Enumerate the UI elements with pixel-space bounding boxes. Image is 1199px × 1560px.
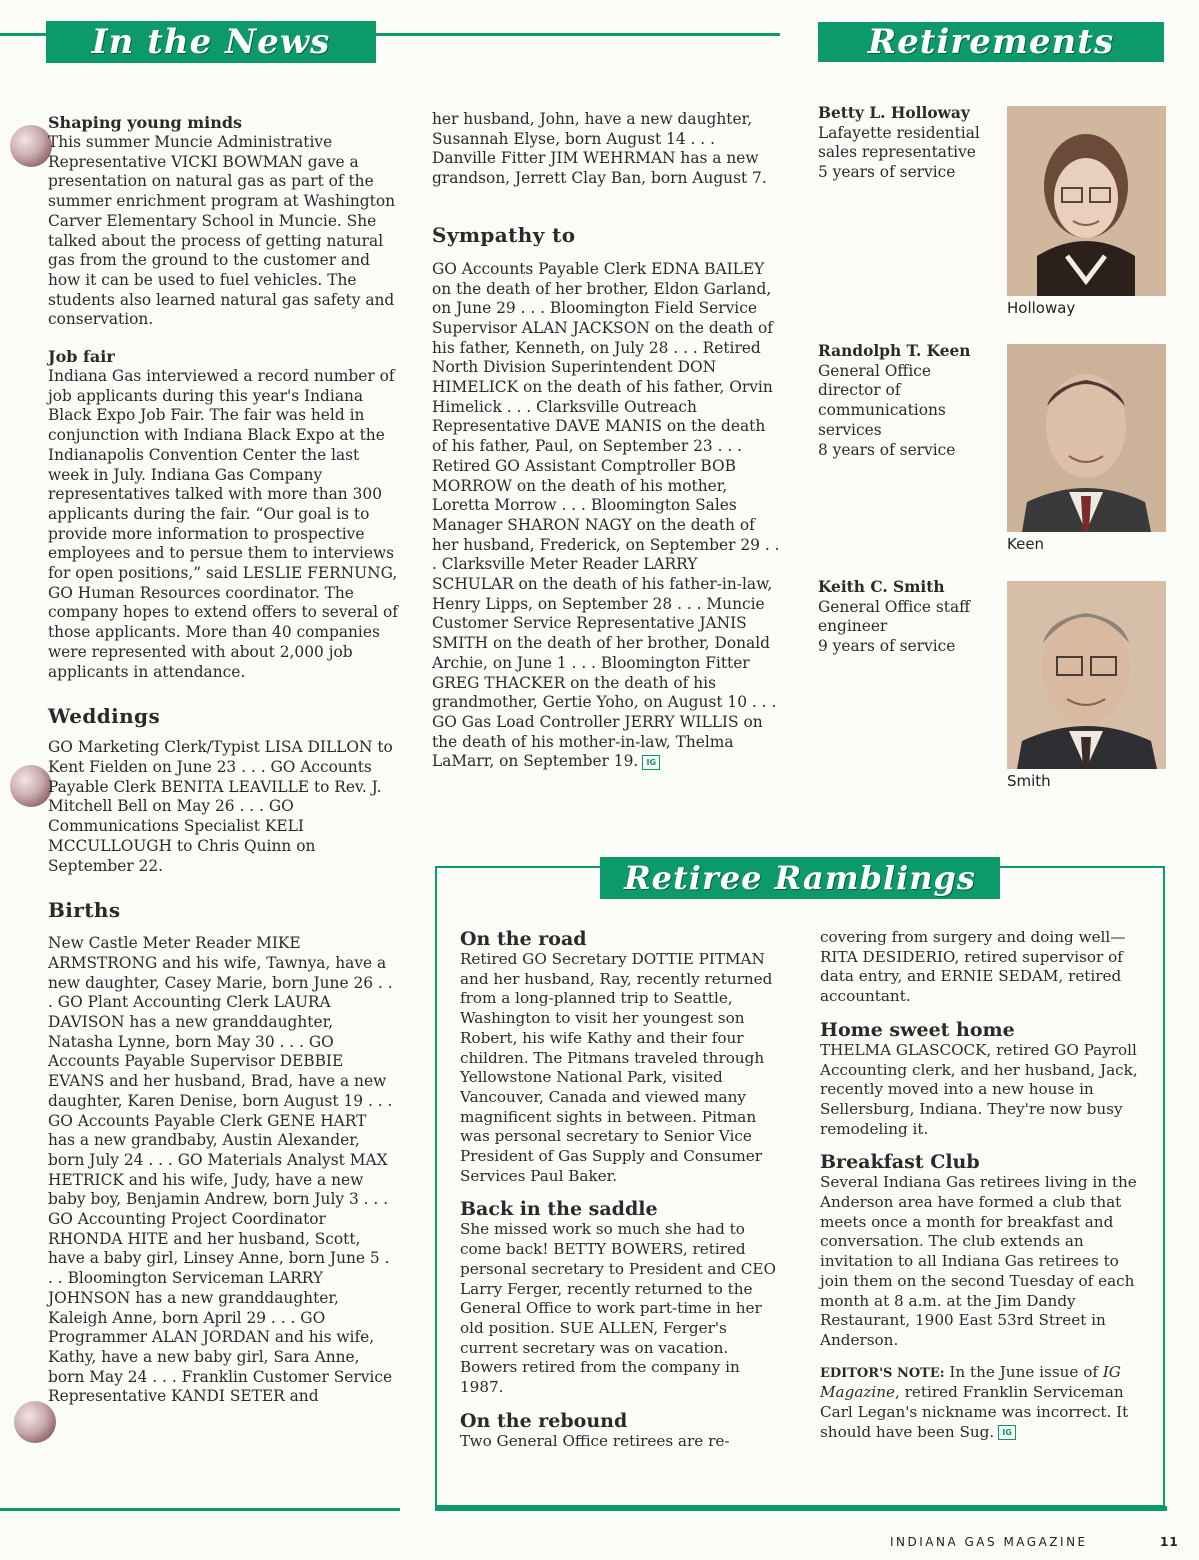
home-sweet-home-body: THELMA GLASCOCK, retired GO Payroll Accounting clerk, and her husband, Jack, recently moved into a new house in Sellersburg, Indiana. They're now busy remodeling it.: [820, 1040, 1138, 1138]
breakfast-club-body: Several Indiana Gas retirees living in the Anderson area have formed a club that meets once a month for breakfast and conversation. The club extends an invitation to all Indiana Gas retirees to join them on the second Tuesday of each month at 8 a.m. at the Jim Dandy Restaurant, 1900 East 53rd Street in Anderson.: [820, 1173, 1137, 1349]
retiree-smith: [818, 578, 988, 657]
ramblings-column-2: [820, 928, 1142, 1442]
retiree-name: Betty L. Holloway: [818, 104, 970, 122]
retiree-name: Keith C. Smith: [818, 578, 945, 596]
on-the-rebound-body: Two General Office retirees are re-: [460, 1431, 730, 1450]
retiree-holloway: [818, 104, 988, 183]
ig-logo-icon: IG: [642, 755, 660, 770]
retiree-ramblings-banner: Retiree Ramblings: [600, 857, 1000, 899]
binder-hole-middle: [10, 765, 52, 807]
weddings-heading: Weddings: [48, 704, 161, 729]
retiree-title: General Office director of communications services: [818, 361, 946, 439]
on-the-road-heading: On the road: [460, 928, 587, 950]
births-body: New Castle Meter Reader MIKE ARMSTRONG and his wife, Tawnya, have a new daughter, Casey Marie, born June 26 . . . GO Plant Accounting Clerk LAURA DAVISON has a new granddaughter, Natasha Lynne, born May 30 . . . GO Accounts Payable Supervisor DEBBIE EVANS and her husband, Brad, have a new daughter, Karen Denise, born August 19 . . . GO Accounts Payable Clerk GENE HART has a new grandbaby, Austin Alexander, born July 24 . . . GO Materials Analyst MAX HETRICK and his wife, Judy, have a new baby boy, Benjamin Andrew, born July 3 . . . GO Accounting Project Coordinator RHONDA HITE and her husband, Scott, have a baby girl, Linsey Anne, born June 5 . . . Bloomington Serviceman LARRY JOHNSON has a new granddaughter, Kaleigh Anne, born April 29 . . . GO Programmer ALAN JORDAN and his wife, Kathy, have a new baby girl, Sara Anne, born May 24 . . . Franklin Customer Service Representative KANDI SETER and: [48, 934, 393, 1406]
magazine-name: INDIANA GAS MAGAZINE: [890, 1535, 1088, 1549]
holloway-caption: Holloway: [1007, 299, 1076, 317]
keen-photo: [1007, 344, 1166, 532]
shaping-heading: Shaping young minds: [48, 113, 243, 132]
shaping-body: This summer Muncie Administrative Representative VICKI BOWMAN gave a presentation on natural gas as part of the summer enrichment program at Washington Carver Elementary School in Muncie. She talked about the process of getting natural gas from the ground to the customer and how it can be used to fuel vehicles. The students also learned natural gas safety and conservation.: [48, 133, 395, 329]
sympathy-heading: Sympathy to: [432, 222, 576, 247]
sympathy-body: GO Accounts Payable Clerk EDNA BAILEY on the death of her brother, Eldon Garland, on June 29 . . . Bloomington Field Service Supervisor ALAN JACKSON on the death of his father, Kenneth, on July 28 . . . Retired North Division Superintendent DON HIMELICK on the death of his father, Orvin Himelick . . . Clarksville Outreach Representative DAVE MANIS on the death of his father, Paul, on September 23 . . . Retired GO Assistant Comptroller BOB MORROW on the death of his mother, Loretta Morrow . . . Bloomington Sales Manager SHARON NAGY on the death of her husband, Frederick, on September 29 . . . Clarksville Meter Reader LARRY SCHULAR on the death of his father-in-law, Henry Lipps, on September 28 . . . Muncie Customer Service Representative JANIS SMITH on the death of her brother, Donald Archie, on June 1 . . . Bloomington Fitter GREG THACKER on the death of his grandmother, Gertie Yoho, on August 10 . . . GO Gas Load Controller JERRY WILLIS on the death of his mother-in-law, Thelma LaMarr, on September 19. IG: [432, 259, 780, 771]
breakfast-club-heading: Breakfast Club: [820, 1151, 980, 1174]
retiree-service: 5 years of service: [818, 163, 956, 182]
back-in-saddle-heading: Back in the saddle: [460, 1198, 658, 1221]
home-sweet-home-heading: Home sweet home: [820, 1018, 1015, 1041]
retiree-title: General Office staff engineer: [818, 597, 971, 636]
page-number: 11: [1160, 1535, 1179, 1549]
smith-caption: Smith: [1007, 772, 1051, 790]
ramblings-bottom-rule: [435, 1506, 1167, 1511]
retiree-keen: [818, 342, 988, 460]
holloway-photo: [1007, 106, 1166, 296]
jobfair-body: Indiana Gas interviewed a record number of job applicants during this year's Indiana Black Expo Job Fair. The fair was held in conjunction with Indiana Black Expo at the Indianapolis Convention Center the last week in July. Indiana Gas Company representatives talked with more than 300 applicants during the fair. “Our goal is to provide more information to prospective employees and to persue them to interviews for open positions,” said LESLIE FERNUNG, GO Human Resources coordinator. The company hopes to extend offers to several of those applicants. More than 40 companies were represented with about 2,000 job applicants in attendance.: [48, 367, 398, 681]
smith-photo: [1007, 581, 1166, 769]
retiree-service: 9 years of service: [818, 637, 956, 656]
column-2: [432, 110, 782, 772]
bottom-rule-left: [0, 1508, 400, 1511]
weddings-body: GO Marketing Clerk/Typist LISA DILLON to Kent Fielden on June 23 . . . GO Accounts Payable Clerk BENITA LEAVILLE to Rev. J. Mitchell Bell on May 26 . . . GO Communications Specialist KELI MCCULLOUGH to Chris Quinn on September 22.: [48, 738, 393, 875]
binder-hole-top: [10, 125, 52, 167]
in-the-news-banner: In the News: [46, 21, 376, 63]
retiree-name: Randolph T. Keen: [818, 342, 971, 360]
retirements-banner: Retirements: [818, 22, 1164, 62]
retiree-title: Lafayette residential sales representative: [818, 123, 980, 162]
ramblings-column-1: [460, 928, 782, 1451]
rebound-continued: covering from surgery and doing well—RITA DESIDERIO, retired supervisor of data entry, and ERNIE SEDAM, retired accountant.: [820, 928, 1126, 1006]
keen-caption: Keen: [1007, 535, 1045, 553]
births-continued: her husband, John, have a new daughter, Susannah Elyse, born August 14 . . . Danville Fitter JIM WEHRMAN has a new grandson, Jerrett Clay Ban, born August 7.: [432, 110, 767, 188]
ig-logo-icon: IG: [998, 1425, 1016, 1440]
column-1: [48, 113, 398, 1407]
jobfair-heading: Job fair: [48, 347, 115, 367]
editors-note-label: EDITOR'S NOTE:: [820, 1365, 945, 1381]
on-the-road-body: Retired GO Secretary DOTTIE PITMAN and her husband, Ray, recently returned from a long-planned trip to Seattle, Washington to visit her youngest son Robert, his wife Kathy and their four children. The Pitmans traveled through Yellowstone National Park, visited Vancouver, Canada and viewed many magnificent sights in between. Pitman was personal secretary to Senior Vice President of Gas Supply and Consumer Services Paul Baker.: [460, 950, 773, 1185]
editors-note: EDITOR'S NOTE: In the June issue of IG Magazine, retired Franklin Serviceman Carl Legan's nickname was incorrect. It should have been Sug. IG: [820, 1362, 1129, 1441]
binder-hole-bottom: [14, 1401, 56, 1443]
retiree-service: 8 years of service: [818, 440, 956, 459]
back-in-saddle-body: She missed work so much she had to come back! BETTY BOWERS, retired personal secretary to President and CEO Larry Ferger, recently returned to the General Office to work part-time in her old position. SUE ALLEN, Ferger's current secretary was on vacation. Bowers retired from the company in 1987.: [460, 1220, 776, 1397]
births-heading: Births: [48, 898, 121, 923]
on-the-rebound-heading: On the rebound: [460, 1409, 628, 1432]
